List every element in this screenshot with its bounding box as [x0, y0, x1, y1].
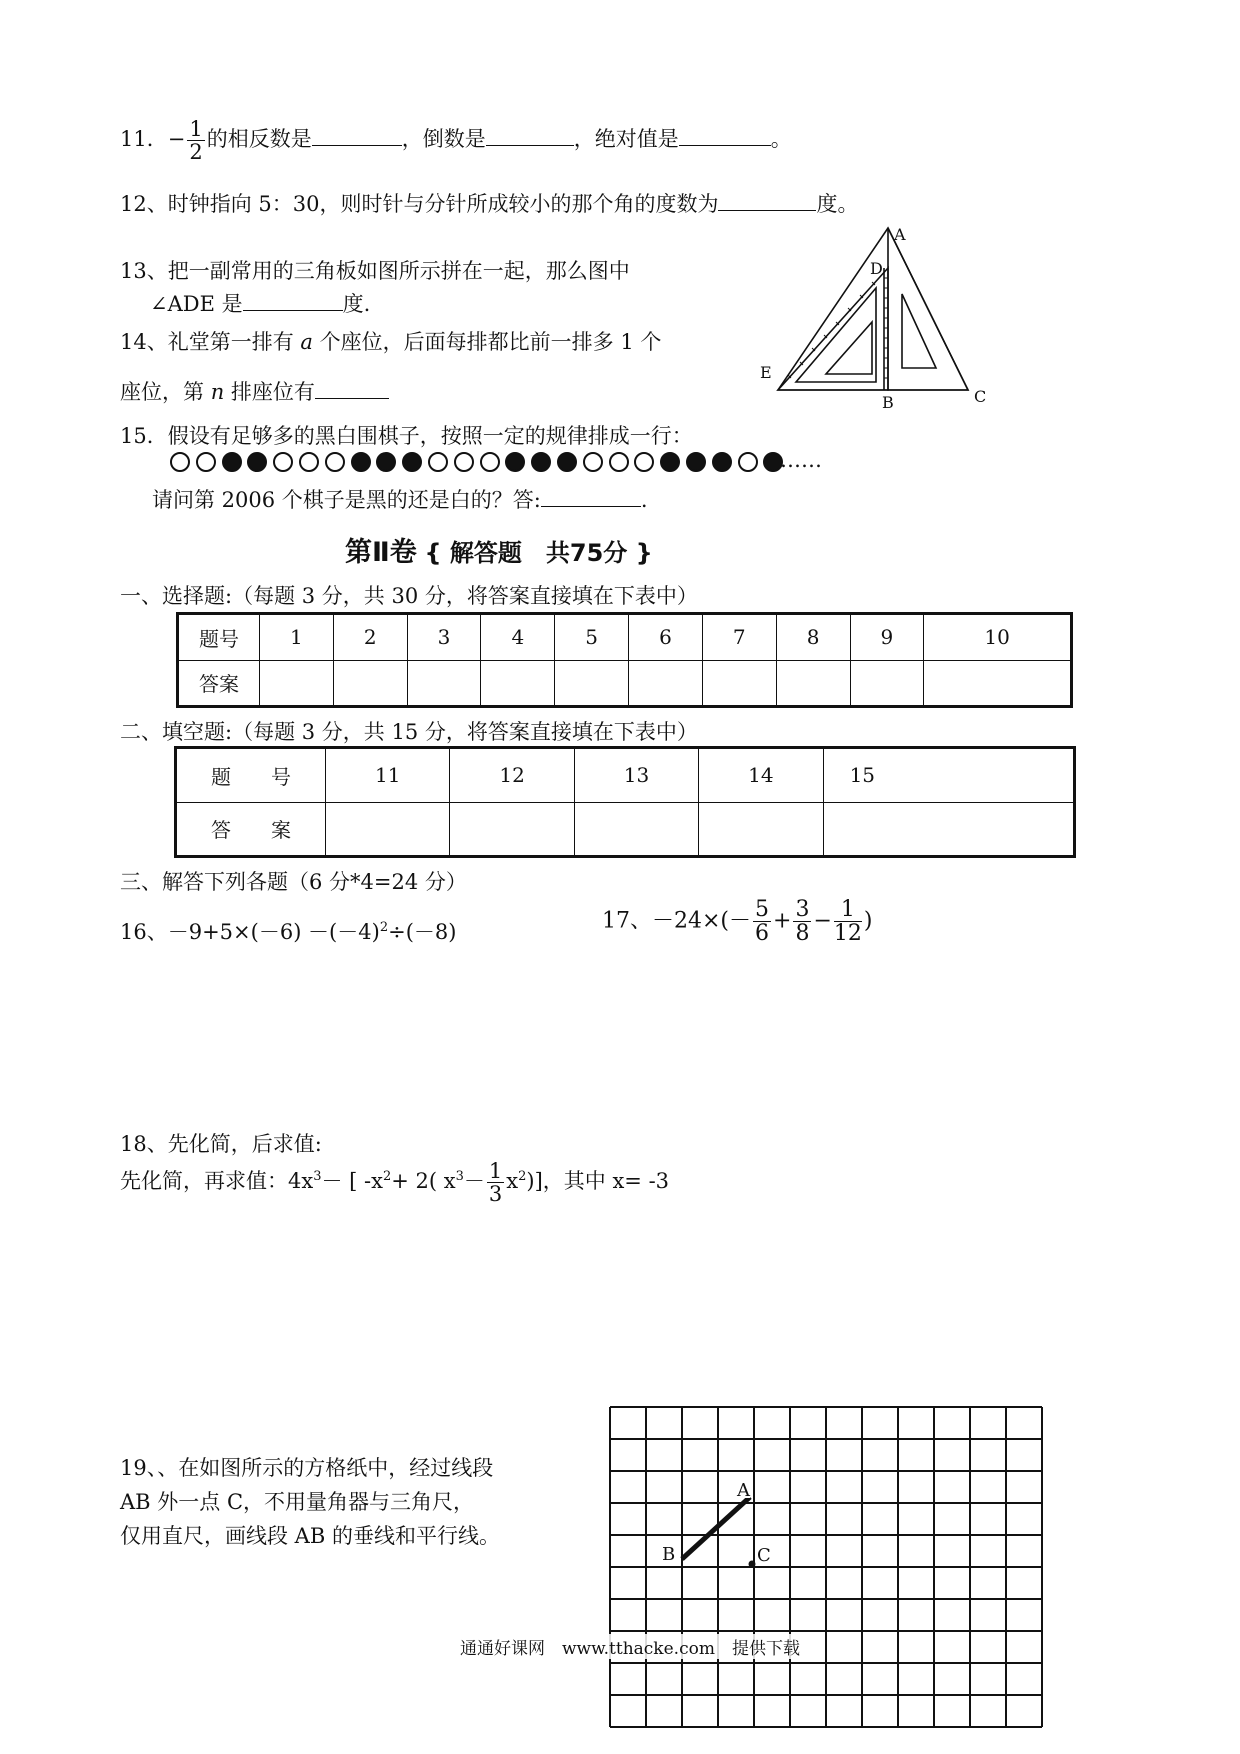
part2-answer-table: [174, 746, 1076, 858]
q17-op2: −: [813, 908, 832, 934]
question-19-line1: 19、、在如图所示的方格纸中，经过线段: [120, 1456, 494, 1480]
part1-number-cell: 8: [776, 614, 850, 661]
q14-text2a: 座位，第: [120, 380, 204, 404]
large-triangle-outline: [778, 228, 968, 390]
part1-number-cell: 4: [481, 614, 555, 661]
question-19-line2: AB 外一点 C，不用量角器与三角尺，: [120, 1490, 475, 1514]
part2-answer-cell[interactable]: [699, 802, 823, 857]
part1-answer-cell[interactable]: [333, 660, 407, 707]
label-A: A: [894, 225, 906, 244]
q18-exp1: 3: [313, 1169, 322, 1185]
q18-frac-den: 3: [488, 1182, 503, 1207]
white-stone: [428, 452, 448, 472]
black-stone: [531, 452, 551, 472]
black-stone: [247, 452, 267, 472]
black-stone: [376, 452, 396, 472]
q14-text1a: 14、礼堂第一排有: [120, 330, 294, 354]
q16-rest: ÷(－8): [388, 920, 457, 944]
q18-mid4: x: [506, 1169, 519, 1194]
q18-frac-num: 1: [488, 1159, 503, 1183]
q18-pre: 先化简，再求值：4x: [120, 1169, 314, 1194]
q11-text3: ，绝对值是: [573, 127, 679, 152]
part2-number-cell: 11: [326, 748, 450, 803]
question-13-line1: 13、把一副常用的三角板如图所示拼在一起，那么图中: [120, 259, 630, 283]
q11-blank-absolute[interactable]: [679, 127, 771, 146]
q11-text1: 的相反数是: [206, 127, 312, 152]
part2-answer-cell[interactable]: [823, 802, 1074, 857]
part1-answer-cell[interactable]: [702, 660, 776, 707]
part3-heading: 三、解答下列各题（6 分*4=24 分）: [120, 870, 467, 894]
section-2-title: [345, 530, 653, 569]
part1-answer-cell[interactable]: [776, 660, 850, 707]
q14-text2b: 排座位有: [230, 380, 315, 404]
grid-paper: [606, 1404, 1046, 1744]
question-12: [120, 188, 858, 218]
q15-blank[interactable]: [541, 488, 641, 507]
white-stone: [634, 452, 654, 472]
part2-number-cell: 13: [574, 748, 698, 803]
q11-blank-opposite[interactable]: [312, 127, 402, 146]
q18-mid2: + 2( x: [391, 1169, 456, 1194]
question-16: [120, 916, 456, 946]
grid-label-B: B: [662, 1544, 676, 1565]
q11-frac-den: 2: [189, 140, 203, 165]
white-stone: [583, 452, 603, 472]
small-inner-triangle-right: [902, 294, 936, 368]
q11-fraction: [187, 118, 204, 163]
part2-answer-cell[interactable]: [450, 802, 574, 857]
part1-answer-cell[interactable]: [850, 660, 924, 707]
part2-number-row: [176, 748, 1075, 803]
white-stone: [454, 452, 474, 472]
question-15-line2: [152, 484, 648, 514]
part1-number-cell: 7: [702, 614, 776, 661]
question-14-line1: [120, 326, 661, 356]
q12-blank[interactable]: [718, 192, 816, 211]
q14-text1b: 个座位，后面每排都比前一排多 1 个: [319, 330, 662, 354]
q17-fraction-1: [753, 898, 771, 945]
white-stone: [196, 452, 216, 472]
question-15-line1: 15．假设有足够多的黑白围棋子，按照一定的规律排成一行：: [120, 424, 693, 448]
right-triangle-outline: [888, 228, 968, 390]
part2-number-cell: 12: [450, 748, 574, 803]
part1-number-cell: 2: [333, 614, 407, 661]
part2-number-cell: 15: [823, 748, 1074, 803]
q17-f3-den: 12: [833, 921, 862, 947]
question-17: [602, 898, 872, 945]
q18-exp2: 2: [382, 1169, 392, 1185]
part2-row-label: 题 号: [176, 748, 326, 803]
q13-blank[interactable]: [243, 292, 343, 311]
part2-answer-cell[interactable]: [574, 802, 698, 857]
part1-answer-cell[interactable]: [555, 660, 629, 707]
white-stone: [299, 452, 319, 472]
part1-answer-cell[interactable]: [260, 660, 334, 707]
triangle-ruler-figure: [760, 222, 1000, 412]
question-18-line2: [120, 1160, 669, 1205]
part1-number-cell: 9: [850, 614, 924, 661]
q11-number: 11．: [120, 127, 168, 152]
part1-number-row: [178, 614, 1072, 661]
q11-text2: ，倒数是: [401, 127, 486, 152]
question-19-line3: 仅用直尺，画线段 AB 的垂线和平行线。: [120, 1524, 500, 1548]
q17-f1-den: 6: [755, 921, 770, 947]
q12-end: 度。: [816, 192, 859, 216]
q18-exp3: 3: [455, 1169, 464, 1185]
q18-post: )]，其中 x= -3: [526, 1169, 670, 1194]
label-D: D: [870, 259, 883, 278]
q18-mid1: － [ -x: [321, 1169, 383, 1194]
q18-exp4: 2: [518, 1169, 527, 1185]
black-stone: [557, 452, 577, 472]
part2-answer-row: [176, 802, 1075, 857]
part1-number-cell: 3: [407, 614, 481, 661]
grid-label-A: A: [737, 1480, 750, 1501]
white-stone: [609, 452, 629, 472]
black-stone: [505, 452, 525, 472]
part1-heading: 一、选择题:（每题 3 分，共 30 分，将答案直接填在下表中）: [120, 584, 698, 608]
question-13-line2: [150, 288, 370, 318]
q13-unit: 度.: [342, 292, 371, 316]
q17-fraction-3: [834, 898, 862, 945]
part2-answer-cell[interactable]: [326, 802, 450, 857]
q12-text: 12、时钟指向 5：30，则时针与分针所成较小的那个角的度数为: [120, 192, 719, 216]
question-18-line1: 18、先化简，后求值:: [120, 1132, 322, 1156]
part1-row-label: 题号: [178, 614, 260, 661]
q17-op1: +: [773, 908, 792, 934]
part1-number-cell: 1: [260, 614, 334, 661]
q11-blank-reciprocal[interactable]: [486, 127, 574, 146]
part1-answer-cell[interactable]: [629, 660, 703, 707]
q16-exponent: 2: [379, 920, 389, 935]
part1-answer-label: 答案: [178, 660, 260, 707]
part1-number-cell: 10: [924, 614, 1072, 661]
white-stone: [738, 452, 758, 472]
grid-label-C: C: [757, 1545, 771, 1566]
question-14-line2: [120, 376, 389, 406]
part1-answer-row: [178, 660, 1072, 707]
q17-f1-num: 5: [755, 897, 770, 922]
q17-post: ): [863, 908, 873, 934]
q14-blank[interactable]: [315, 380, 389, 399]
q18-fraction: [487, 1160, 504, 1205]
black-stone: [222, 452, 242, 472]
part1-number-cell: 5: [555, 614, 629, 661]
white-stone: [170, 452, 190, 472]
label-E: E: [760, 363, 772, 382]
part1-answer-cell[interactable]: [924, 660, 1072, 707]
q11-text4: 。: [770, 127, 792, 152]
black-stone: [712, 452, 732, 472]
q11-sign: −: [167, 127, 186, 152]
section-2-bold: 第Ⅱ卷: [345, 537, 417, 568]
label-C: C: [974, 387, 987, 406]
q17-f2-den: 8: [795, 921, 810, 947]
part1-number-cell: 6: [629, 614, 703, 661]
q17-fraction-2: [793, 898, 811, 945]
q15-ellipsis: ……: [780, 448, 822, 472]
part1-answer-cell[interactable]: [481, 660, 555, 707]
q17-f3-num: 1: [834, 898, 862, 922]
q16-expression: 16、－9+5×(－6) －(－4): [120, 920, 380, 944]
part1-answer-cell[interactable]: [407, 660, 481, 707]
black-stone: [351, 452, 371, 472]
q11-frac-num: 1: [189, 117, 203, 141]
part2-heading: 二、填空题:（每题 3 分，共 15 分，将答案直接填在下表中）: [120, 720, 698, 744]
black-stone: [660, 452, 680, 472]
section-2-subtitle: { 解答题 共75分 }: [424, 539, 653, 567]
black-stone: [402, 452, 422, 472]
segment-AB: [682, 1497, 750, 1559]
grid-lines: [610, 1407, 1042, 1727]
label-B: B: [882, 393, 894, 412]
part1-answer-table: [176, 612, 1073, 708]
part2-number-cell: 14: [699, 748, 823, 803]
q17-f2-num: 3: [795, 897, 810, 922]
q14-var-n: n: [210, 380, 225, 404]
black-stone: [686, 452, 706, 472]
footer-source: 通通好课网 www.tthacke.com 提供下载: [460, 1634, 800, 1659]
part2-answer-label: 答 案: [176, 802, 326, 857]
q17-pre: 17、－24×(－: [602, 908, 752, 934]
q15-end: .: [640, 488, 648, 512]
point-C: [749, 1561, 756, 1568]
white-stone: [480, 452, 500, 472]
q14-var-a: a: [300, 330, 313, 354]
go-stone-sequence: [170, 450, 820, 476]
q13-angle-label: ∠ADE 是: [150, 292, 243, 316]
q18-mid3: －: [463, 1169, 485, 1194]
white-stone: [325, 452, 345, 472]
question-11: [120, 118, 792, 163]
q15-question: 请问第 2006 个棋子是黑的还是白的？答:: [152, 488, 541, 512]
white-stone: [273, 452, 293, 472]
